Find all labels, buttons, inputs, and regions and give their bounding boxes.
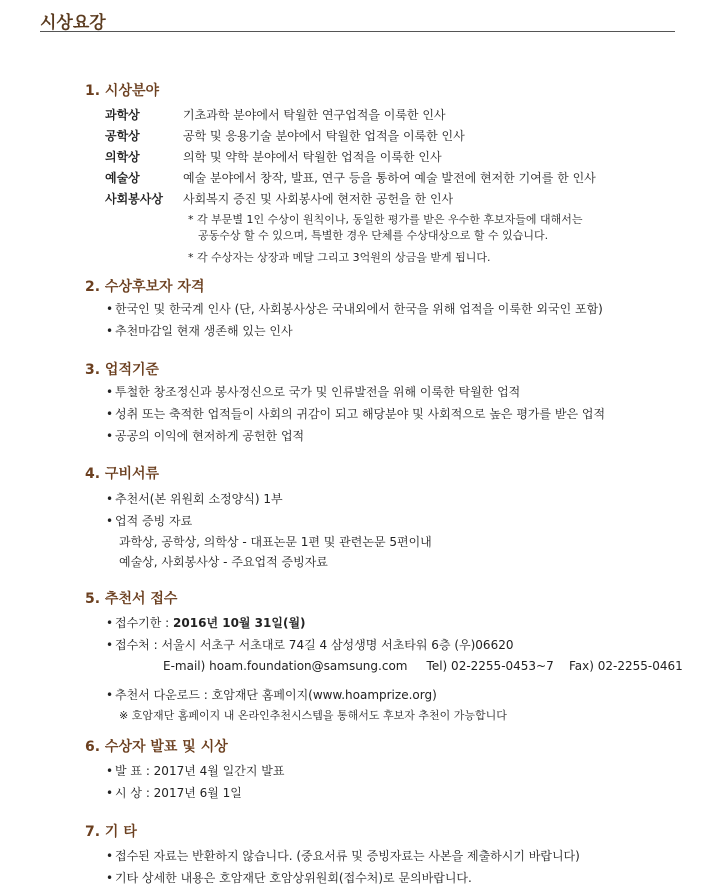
- award-desc: 사회복지 증진 및 사회봉사에 현저한 공헌을 한 인사: [183, 192, 454, 206]
- award-name: 과학상: [105, 108, 140, 122]
- award-name: 의학상: [105, 150, 140, 164]
- award-desc: 의학 및 약학 분야에서 탁월한 업적을 이룩한 인사: [183, 150, 442, 164]
- section-award-categories: [85, 80, 596, 266]
- list-item: • 접수된 자료는 반환하지 않습니다. (중요서류 및 증빙자료는 사본을 제출하시기 바랍니다): [106, 849, 580, 863]
- section-documents: [85, 463, 432, 572]
- note-joint-award: [85, 212, 596, 244]
- contact-info: E-mail) hoam.foundation@samsung.com Tel) 02-2255-0453~7 Fax) 02-2255-0461: [163, 659, 683, 673]
- note-prize: [85, 250, 596, 266]
- online-note: ※ 호암재단 홈페이지 내 온라인추천시스템을 통해서도 후보자 추천이 가능합니다: [119, 709, 507, 722]
- list-item: • 성취 또는 축적한 업적들이 사회의 귀감이 되고 해당분야 및 사회적으로 높은 평가를 받은 업적: [106, 407, 606, 421]
- deadline-label: 접수기한 :: [115, 616, 174, 630]
- deadline-value: 2016년 10월 31일(월): [173, 616, 306, 630]
- list-item: • 기타 상세한 내용은 호암재단 호암상위원회(접수처)로 문의바랍니다.: [106, 871, 472, 885]
- list-item: • 공공의 이익에 현저하게 공헌한 업적: [106, 429, 305, 443]
- sub-item: 예술상, 사회봉사상 - 주요업적 증빙자료: [119, 555, 328, 569]
- section-eligibility: [85, 276, 603, 342]
- section-heading: 7. 기 타: [85, 824, 137, 840]
- list-item: • 한국인 및 한국계 인사 (단, 사회봉사상은 국내외에서 한국을 위해 업적을 이룩한 외국인 포함): [106, 302, 603, 316]
- list-item-download: • 추천서 다운로드 : 호암재단 홈페이지(www.hoamprize.org): [106, 688, 437, 702]
- list-item: • 시 상 : 2017년 6월 1일: [106, 786, 242, 800]
- section-other: [85, 821, 580, 889]
- award-name: 예술상: [105, 171, 140, 185]
- note-line: * 각 부문별 1인 수상이 원칙이나, 동일한 평가를 받은 우수한 후보자들에 대해서는: [188, 213, 583, 226]
- section-heading: 2. 수상후보자 자격: [85, 279, 205, 295]
- section-criteria: [85, 359, 605, 447]
- note-line: * 각 수상자는 상장과 메달 그리고 3억원의 상금을 받게 됩니다.: [188, 251, 491, 264]
- list-item: • 추천마감일 현재 생존해 있는 인사: [106, 324, 293, 338]
- award-row: [85, 147, 596, 168]
- award-row: [85, 189, 596, 210]
- award-row: [85, 168, 596, 189]
- section-announcement: [85, 736, 284, 804]
- section-heading: 6. 수상자 발표 및 시상: [85, 739, 228, 755]
- award-desc: 공학 및 응용기술 분야에서 탁월한 업적을 이룩한 인사: [183, 129, 465, 143]
- award-name: 사회봉사상: [105, 192, 163, 206]
- list-item: • 업적 증빙 자료: [106, 514, 193, 528]
- award-row: [85, 105, 596, 126]
- award-row: [85, 126, 596, 147]
- list-item: • 추천서(본 위원회 소정양식) 1부: [106, 492, 283, 506]
- list-item-address: • 접수처 : 서울시 서초구 서초대로 74길 4 삼성생명 서초타워 6층 (우)06620: [106, 638, 514, 652]
- section-submission: [85, 588, 683, 726]
- section-heading: 1. 시상분야: [85, 83, 160, 99]
- list-item: • 투철한 창조정신과 봉사정신으로 국가 및 인류발전을 위해 이룩한 탁월한 업적: [106, 385, 521, 399]
- award-name: 공학상: [105, 129, 140, 143]
- list-item: • 발 표 : 2017년 4월 일간지 발표: [106, 764, 285, 778]
- section-heading: 4. 구비서류: [85, 466, 160, 482]
- note-line: 공동수상 할 수 있으며, 특별한 경우 단체를 수상대상으로 할 수 있습니다.: [198, 229, 549, 242]
- list-item-deadline: • 접수기한 : 2016년 10월 31일(월): [106, 616, 306, 630]
- sub-item: 과학상, 공학상, 의학상 - 대표논문 1편 및 관련논문 5편이내: [119, 535, 432, 549]
- page-title: 시상요강: [40, 13, 106, 33]
- title-divider: [40, 31, 675, 32]
- award-desc: 기초과학 분야에서 탁월한 연구업적을 이룩한 인사: [183, 108, 446, 122]
- section-heading: 5. 추천서 접수: [85, 591, 178, 607]
- award-desc: 예술 분야에서 창작, 발표, 연구 등을 통하여 예술 발전에 현저한 기여를 한 인사: [183, 171, 596, 185]
- section-heading: 3. 업적기준: [85, 362, 160, 378]
